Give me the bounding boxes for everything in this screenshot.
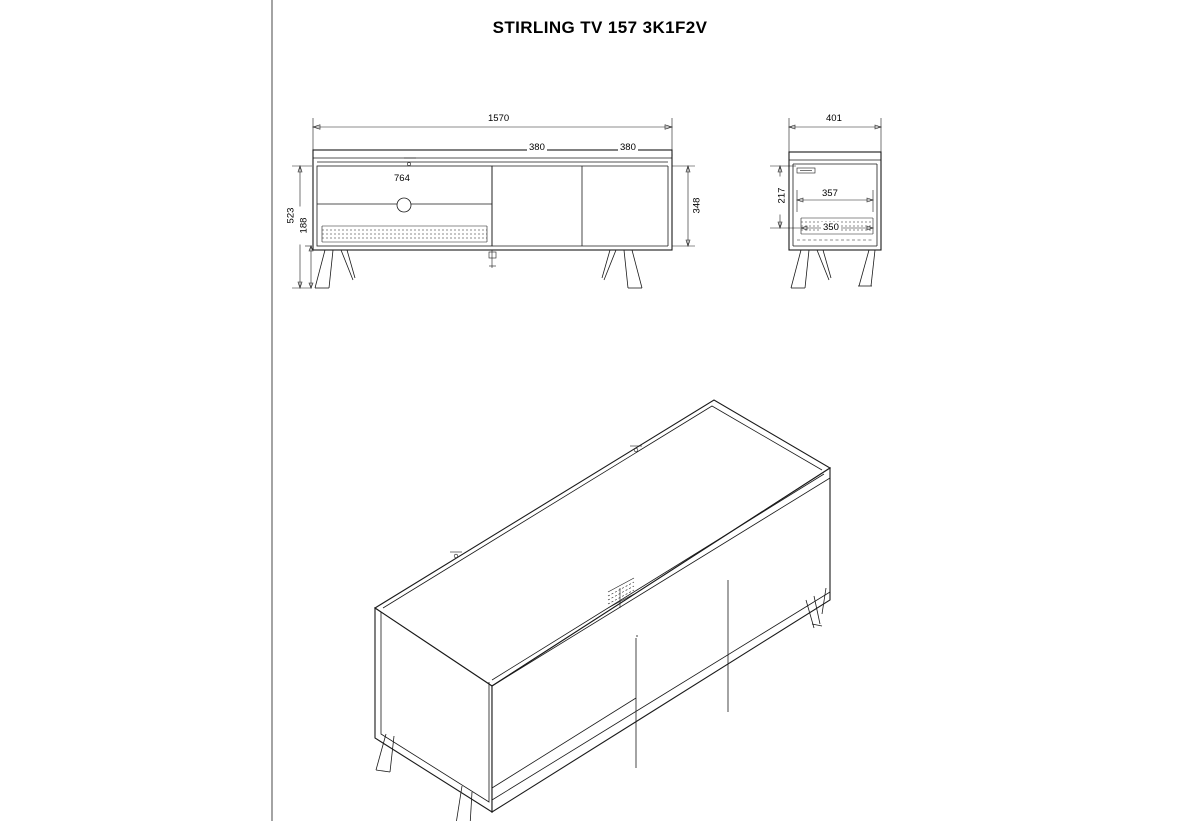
dim-overall-depth: 401 [826,113,842,124]
dim-side-body-height: 217 [777,177,788,215]
dim-body-depth: 357 [822,188,838,199]
dim-leg-height: 188 [299,207,310,245]
page-title: STIRLING TV 157 3K1F2V [492,18,708,37]
dim-door-right: 380 [620,142,636,153]
dim-shelf-depth: 350 [823,222,839,233]
dim-drawer-width: 764 [394,173,410,184]
dim-overall-width: 1570 [488,113,510,124]
dim-door-left: 380 [529,142,545,153]
dim-overall-height: 523 [286,197,297,235]
dim-body-height: 348 [692,187,703,225]
perspective-view-group [375,400,830,821]
